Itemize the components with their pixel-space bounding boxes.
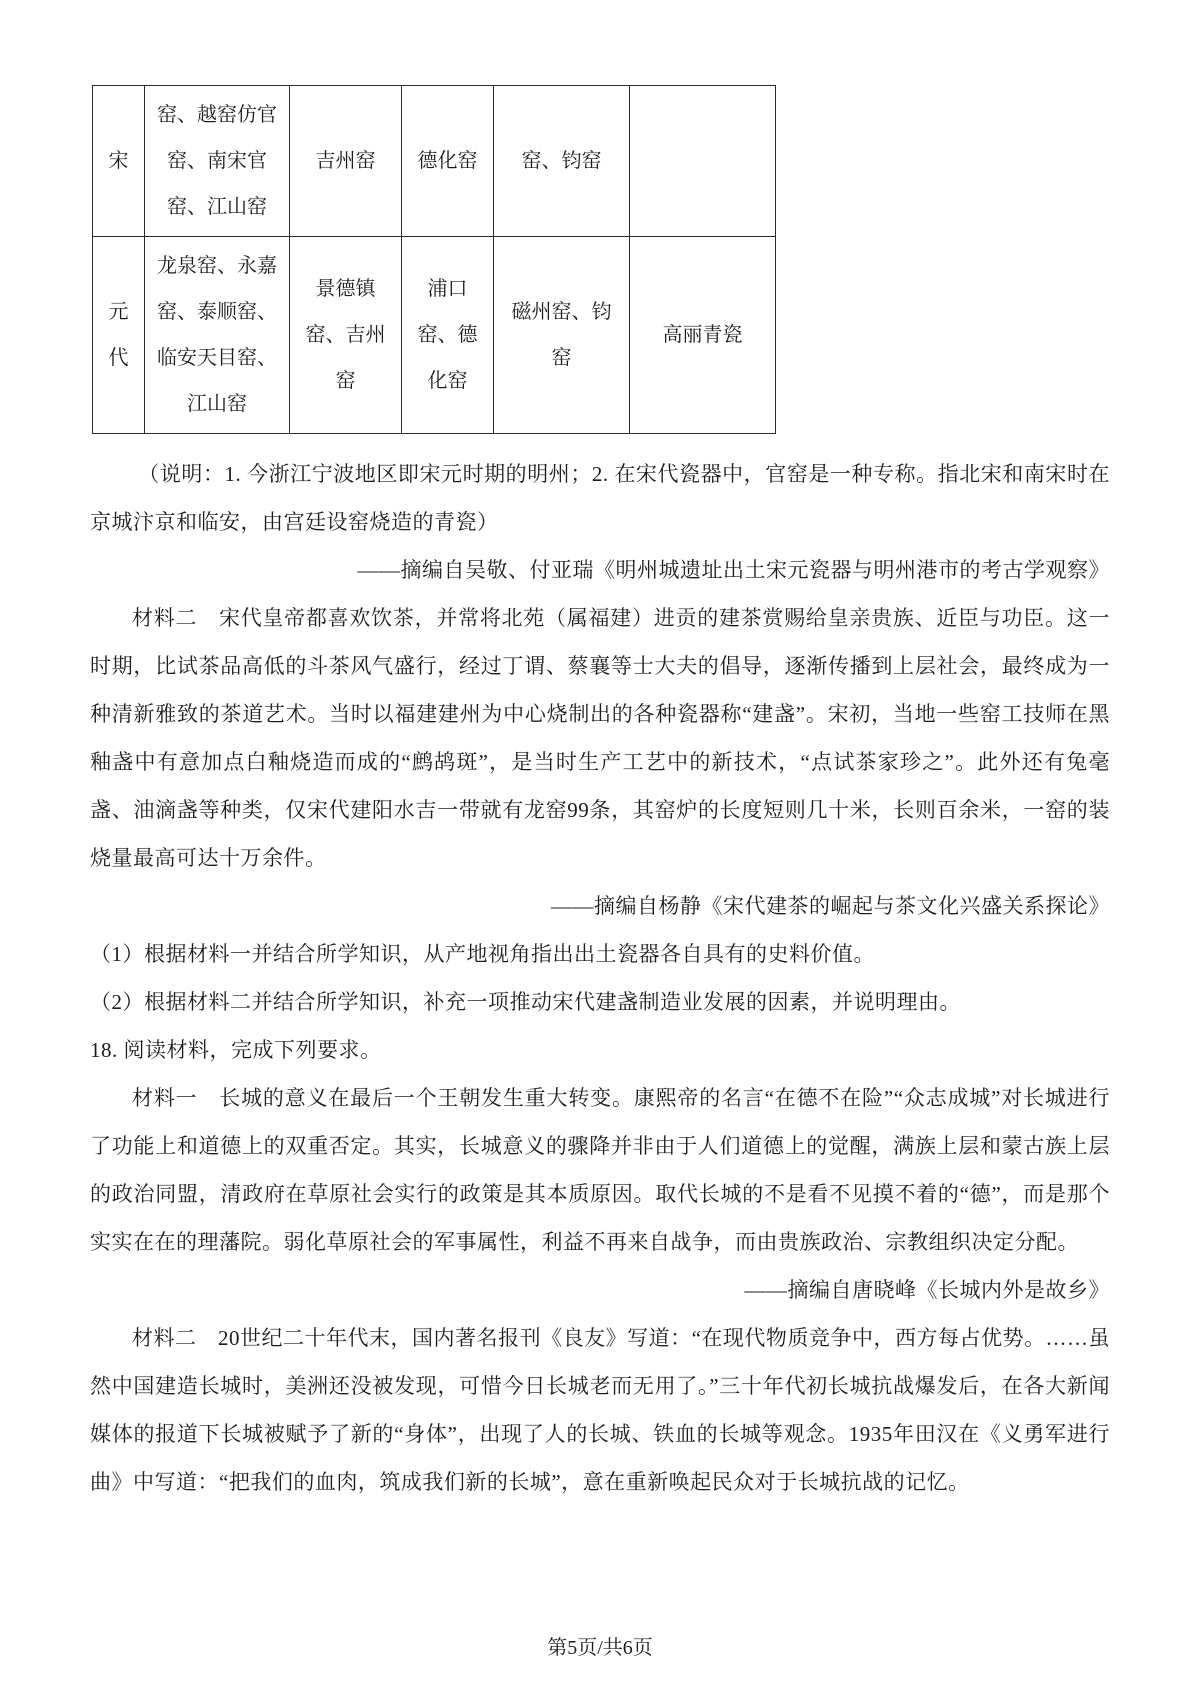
question-18-heading: 18. 阅读材料，完成下列要求。 bbox=[90, 1038, 382, 1062]
table-cell bbox=[630, 86, 776, 237]
table-cell: 磁州窑、钧窑 bbox=[494, 237, 630, 434]
material-two-paragraph: 材料二 宋代皇帝都喜欢饮茶，并常将北苑（属福建）进贡的建茶赏赐给皇亲贵族、近臣与功臣。这一时期，比试茶品高低的斗茶风气盛行，经过丁谓、蔡襄等士大夫的倡导，逐渐传播到上层社会，最终成为一种清新雅致的茶道艺术。当时以福建建州为中心烧制出的各种瓷器称“建盏”。宋初，当地一些窑工技师在黑釉盏中有意加点白釉烧造而成的“鹧鸪斑”，是当时生产工艺中的新技术，“点试茶家珍之”。此外还有兔毫盏、油滴盏等种类，仅宋代建阳水吉一带就有龙窑99条，其窑炉的长度短则几十米，长则百余米，一窑的装烧量最高可达十万余件。 bbox=[90, 606, 1110, 870]
material-one-paragraph: 材料一 长城的意义在最后一个王朝发生重大转变。康熙帝的名言“在德不在险”“众志成城”对长城进行了功能上和道德上的双重否定。其实，长城意义的骤降并非由于人们道德上的觉醒，满族上层和蒙古族上层的政治同盟，清政府在草原社会实行的政策是其本质原因。取代长城的不是看不见摸不着的“德”，而是那个实实在在的理藩院。弱化草原社会的军事属性，利益不再来自战争，而由贵族政治、宗教组织决定分配。 bbox=[90, 1086, 1110, 1254]
material-two-b-paragraph: 材料二 20世纪二十年代末，国内著名报刊《良友》写道：“在现代物质竞争中，西方每占优势。……虽然中国建造长城时，美洲还没被发现，可惜今日长城老而无用了。”三十年代初长城抗战爆发后，在各大新闻媒体的报道下长城被赋予了新的“身体”，出现了人的长城、铁血的长城等观念。1935年田汉在《义勇军进行曲》中写道：“把我们的血肉，筑成我们新的长城”，意在重新唤起民众对于长城抗战的记忆。 bbox=[90, 1326, 1110, 1494]
table-cell: 德化窑 bbox=[402, 86, 494, 237]
table-cell: 龙泉窑、永嘉窑、泰顺窑、临安天目窑、江山窑 bbox=[145, 237, 290, 434]
question-2: （2）根据材料二并结合所学知识，补充一项推动宋代建盏制造业发展的因素，并说明理由。 bbox=[90, 990, 961, 1014]
table-cell: 吉州窑 bbox=[290, 86, 402, 237]
question-1: （1）根据材料一并结合所学知识，从产地视角指出出土瓷器各自具有的史料价值。 bbox=[90, 942, 875, 966]
table-cell: 浦口窑、德化窑 bbox=[402, 237, 494, 434]
source-citation-2: ——摘编自杨静《宋代建茶的崛起与茶文化兴盛关系探论》 bbox=[551, 894, 1110, 918]
table-row-song bbox=[93, 86, 776, 237]
kiln-table bbox=[92, 85, 776, 434]
table-cell: 景德镇窑、吉州窑 bbox=[290, 237, 402, 434]
table-row-yuan bbox=[93, 237, 776, 434]
source-citation-1: ——摘编自吴敬、付亚瑞《明州城遗址出土宋元瓷器与明州港市的考古学观察》 bbox=[357, 558, 1110, 582]
table-cell: 窑、钧窑 bbox=[494, 86, 630, 237]
table-note: （说明：1. 今浙江宁波地区即宋元时期的明州；2. 在宋代瓷器中，官窑是一种专称。指北宋和南宋时在京城汴京和临安，由宫廷设窑烧造的青瓷） bbox=[90, 462, 1110, 534]
table-cell-period: 元代 bbox=[93, 237, 145, 434]
table-cell-period: 宋 bbox=[93, 86, 145, 237]
table-cell: 窑、越窑仿官窑、南宋官窑、江山窑 bbox=[145, 86, 290, 237]
table-cell: 高丽青瓷 bbox=[630, 237, 776, 434]
source-citation-3: ——摘编自唐晓峰《长城内外是故乡》 bbox=[744, 1278, 1110, 1302]
page-number-footer: 第5页/共6页 bbox=[547, 1637, 653, 1659]
